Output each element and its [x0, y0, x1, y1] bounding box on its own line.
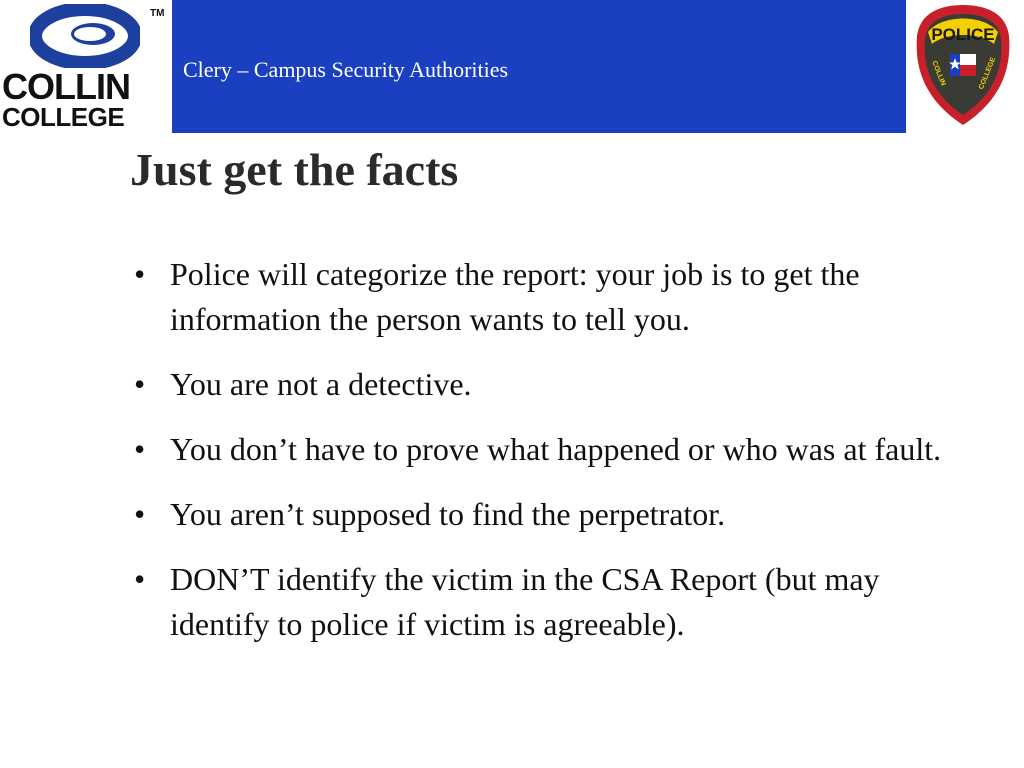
- trademark-symbol: TM: [150, 8, 165, 19]
- bullet-list: [130, 252, 960, 667]
- list-item: • DON’T identify the victim in the CSA Report (but may identify to police if victim is agreeable).: [130, 557, 960, 647]
- list-item: • You aren’t supposed to find the perpetrator.: [130, 492, 960, 537]
- list-item: • You are not a detective.: [130, 362, 960, 407]
- badge-right-text: COLLEGE: [978, 56, 998, 91]
- logo-wordmark-line1: COLLIN: [2, 66, 130, 107]
- slide-title: Just get the facts: [130, 144, 459, 195]
- badge-left-text: COLLIN: [930, 60, 947, 87]
- list-item: • Police will categorize the report: your job is to get the information the person wants to tell you.: [130, 252, 960, 342]
- police-badge-icon: [914, 2, 1012, 128]
- badge-top-text: POLICE: [931, 25, 995, 44]
- logo-ring-icon: [30, 4, 140, 68]
- logo-wordmark-line2: COLLEGE: [2, 102, 125, 132]
- header-title: Clery – Campus Security Authorities: [183, 57, 509, 82]
- list-item: • You don’t have to prove what happened or who was at fault.: [130, 427, 960, 472]
- collin-college-logo: [0, 0, 172, 135]
